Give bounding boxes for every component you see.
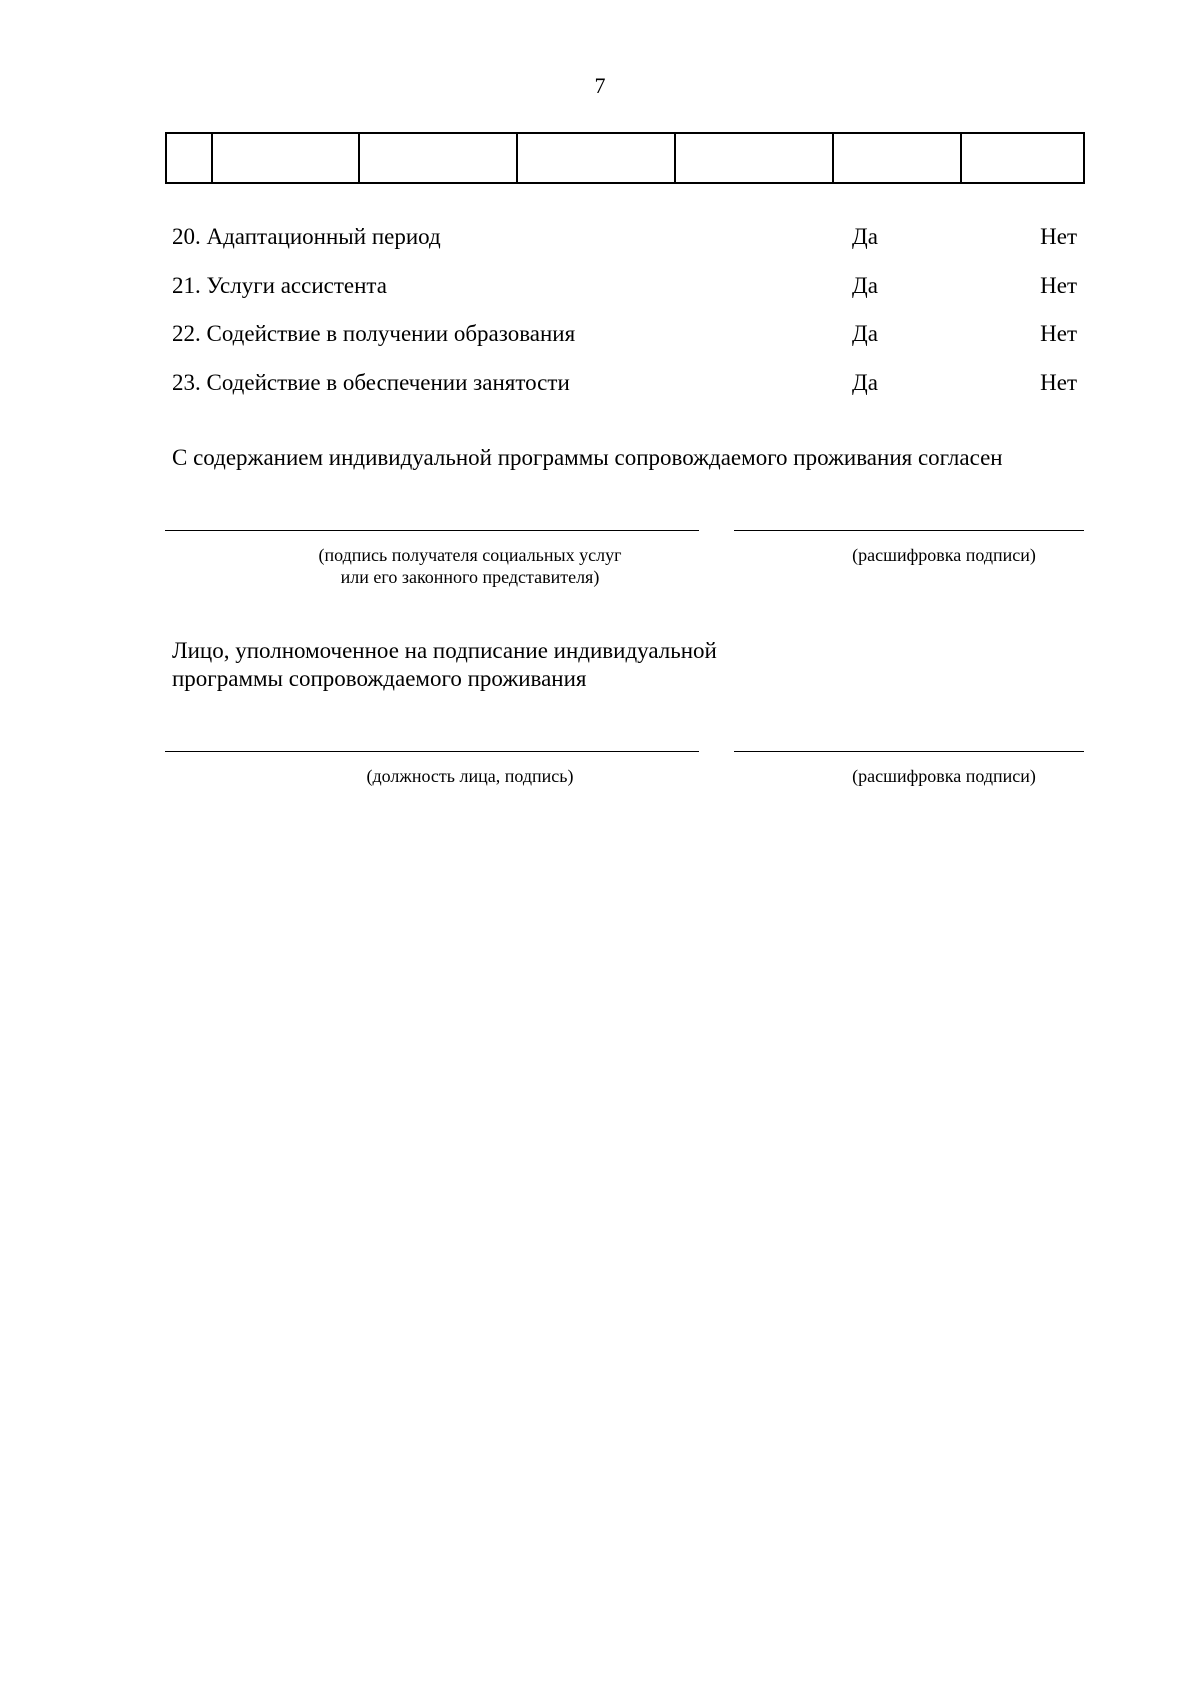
authorized-signature-caption: (должность лица, подпись) <box>366 766 574 786</box>
table-cell <box>212 133 359 183</box>
table-cell <box>961 133 1084 183</box>
table-cell <box>166 133 212 183</box>
no-option: Нет <box>1040 224 1077 249</box>
table-cell <box>517 133 675 183</box>
authorized-signature-line <box>165 751 699 752</box>
no-option: Нет <box>1040 273 1077 298</box>
yes-option: Да <box>852 224 878 249</box>
page-number: 7 <box>594 73 606 98</box>
yes-option: Да <box>852 273 878 298</box>
recipient-signature-line <box>165 530 699 531</box>
item-21 <box>172 271 1077 301</box>
authorized-line: Лицо, уполномоченное на подписание индивидуальной <box>172 638 717 663</box>
authorized-line: программы сопровождаемого проживания <box>172 666 587 691</box>
recipient-decoding-caption: (расшифровка подписи) <box>852 545 1036 565</box>
recipient-signature-caption <box>165 544 775 588</box>
caption-line: или его законного представителя) <box>340 567 600 587</box>
authorized-decoding-line <box>734 751 1084 752</box>
item-label: 22. Содействие в получении образования <box>172 321 576 346</box>
yes-option: Да <box>852 370 878 395</box>
item-label: 20. Адаптационный период <box>172 224 441 249</box>
item-20 <box>172 222 1077 252</box>
item-label: 23. Содействие в обеспечении занятости <box>172 370 570 395</box>
caption-line: (подпись получателя социальных услуг <box>318 545 622 565</box>
yes-option: Да <box>852 321 878 346</box>
item-23 <box>172 368 1077 398</box>
item-label: 21. Услуги ассистента <box>172 273 387 298</box>
item-22 <box>172 319 1077 349</box>
table-cell <box>833 133 961 183</box>
empty-table <box>165 132 1085 184</box>
table-cell <box>359 133 517 183</box>
table-cell <box>675 133 833 183</box>
authorized-person-text <box>172 637 872 693</box>
no-option: Нет <box>1040 321 1077 346</box>
table-row <box>166 133 1084 183</box>
no-option: Нет <box>1040 370 1077 395</box>
agreement-text: С содержанием индивидуальной программы сопровождаемого проживания согласен <box>172 445 1003 470</box>
recipient-decoding-line <box>734 530 1084 531</box>
authorized-decoding-caption: (расшифровка подписи) <box>852 766 1036 786</box>
